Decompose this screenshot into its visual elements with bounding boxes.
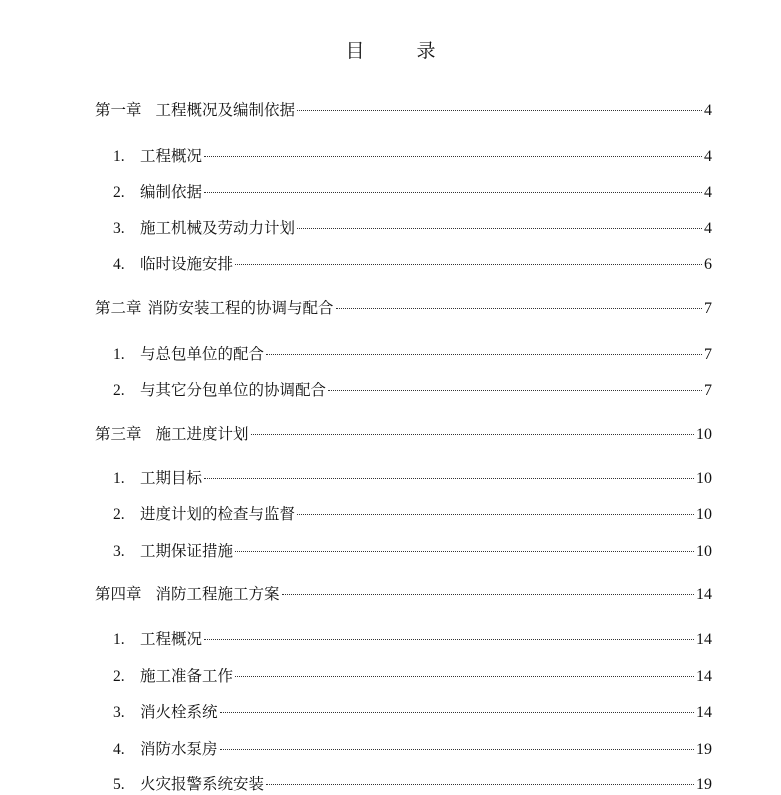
section-title: 工期目标: [140, 469, 203, 487]
page-number: 4: [704, 102, 712, 119]
toc-chapter-3[interactable]: [95, 418, 712, 443]
dot-leader: [235, 656, 694, 677]
dot-leader: [204, 458, 694, 479]
section-title: 与总包单位的配合: [140, 345, 265, 363]
section-title: 消防水泵房: [140, 740, 218, 758]
dot-leader: [297, 494, 694, 515]
section-number: 1.: [113, 148, 125, 165]
page-number: 6: [704, 256, 712, 273]
dot-leader: [204, 619, 694, 640]
toc-section-2-1[interactable]: [113, 338, 712, 363]
toc-section-1-1[interactable]: [113, 140, 712, 165]
page-number: 19: [696, 776, 712, 793]
dot-leader: [266, 334, 702, 355]
page-number: 10: [696, 543, 712, 560]
toc-section-3-2[interactable]: [113, 498, 712, 523]
chapter-label: 第一章: [95, 101, 142, 119]
page-title: [0, 36, 781, 63]
toc-section-4-3[interactable]: [113, 696, 712, 721]
section-title: 火灾报警系统安装: [140, 775, 265, 793]
toc-section-4-5[interactable]: [113, 768, 712, 793]
dot-leader: [297, 208, 702, 229]
dot-leader: [220, 729, 694, 750]
section-number: 1.: [113, 346, 125, 363]
dot-leader: [235, 244, 702, 265]
section-number: 2.: [113, 668, 125, 685]
chapter-label: 第二章: [95, 299, 142, 317]
page-number: 19: [696, 741, 712, 758]
section-number: 5.: [113, 776, 125, 793]
dot-leader: [235, 531, 694, 552]
section-number: 1.: [113, 470, 125, 487]
toc-section-1-4[interactable]: [113, 248, 712, 273]
page-number: 14: [696, 631, 712, 648]
section-number: 2.: [113, 184, 125, 201]
toc-section-3-1[interactable]: [113, 462, 712, 487]
dot-leader: [297, 90, 702, 111]
page-number: 10: [696, 506, 712, 523]
title-char-2: 录: [416, 40, 436, 62]
chapter-label: 第四章: [95, 585, 142, 603]
page-number: 14: [696, 704, 712, 721]
section-title: 工程概况: [140, 147, 203, 165]
section-number: 2.: [113, 382, 125, 399]
page-number: 10: [696, 470, 712, 487]
dot-leader: [204, 136, 702, 157]
page-number: 4: [704, 184, 712, 201]
toc-section-1-2[interactable]: [113, 176, 712, 201]
chapter-title: 消防工程施工方案: [155, 585, 280, 603]
page-number: 7: [704, 346, 712, 363]
section-title: 施工准备工作: [140, 667, 234, 685]
dot-leader: [282, 574, 694, 595]
section-title: 临时设施安排: [140, 255, 234, 273]
chapter-title: 施工进度计划: [155, 425, 249, 443]
dot-leader: [266, 764, 694, 785]
toc-section-3-3[interactable]: [113, 535, 712, 560]
toc-chapter-2[interactable]: [95, 292, 712, 317]
toc-section-2-2[interactable]: [113, 374, 712, 399]
toc-section-1-3[interactable]: [113, 212, 712, 237]
section-title: 施工机械及劳动力计划: [140, 219, 296, 237]
page-number: 7: [704, 300, 712, 317]
dot-leader: [204, 172, 702, 193]
title-char-1: 目: [345, 40, 365, 62]
section-title: 编制依据: [140, 183, 203, 201]
toc-section-4-2[interactable]: [113, 660, 712, 685]
page-number: 4: [704, 220, 712, 237]
toc-section-4-4[interactable]: [113, 733, 712, 758]
section-title: 进度计划的检查与监督: [140, 505, 296, 523]
section-number: 3.: [113, 543, 125, 560]
section-title: 工程概况: [140, 630, 203, 648]
page-number: 7: [704, 382, 712, 399]
dot-leader: [336, 288, 702, 309]
page-number: 14: [696, 586, 712, 603]
section-number: 4.: [113, 256, 125, 273]
toc-chapter-4[interactable]: [95, 578, 712, 603]
dot-leader: [220, 692, 694, 713]
section-number: 1.: [113, 631, 125, 648]
section-title: 工期保证措施: [140, 542, 234, 560]
dot-leader: [251, 414, 694, 435]
chapter-title: 工程概况及编制依据: [155, 101, 296, 119]
section-title: 消火栓系统: [140, 703, 218, 721]
toc-chapter-1[interactable]: [95, 94, 712, 119]
section-number: 3.: [113, 220, 125, 237]
page-number: 14: [696, 668, 712, 685]
section-title: 与其它分包单位的协调配合: [140, 381, 327, 399]
section-number: 4.: [113, 741, 125, 758]
chapter-label: 第三章: [95, 425, 142, 443]
page-number: 4: [704, 148, 712, 165]
section-number: 2.: [113, 506, 125, 523]
toc-section-4-1[interactable]: [113, 623, 712, 648]
chapter-title: 消防安装工程的协调与配合: [147, 299, 334, 317]
page-number: 10: [696, 426, 712, 443]
section-number: 3.: [113, 704, 125, 721]
dot-leader: [328, 370, 702, 391]
